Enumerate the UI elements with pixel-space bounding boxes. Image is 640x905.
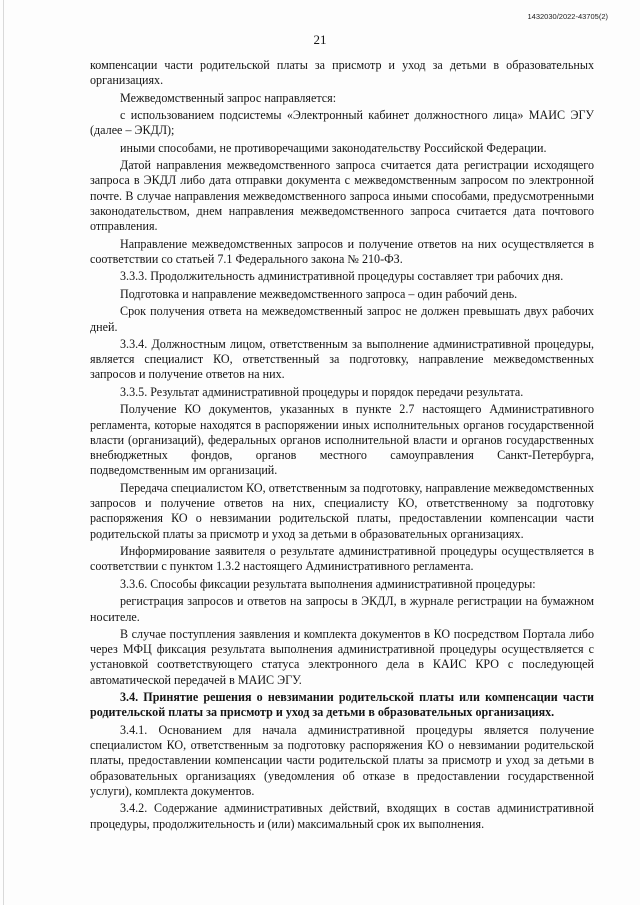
paragraph: Передача специалистом КО, ответственным за подготовку, направление межведомственных запросов и получение ответов на них, специалисту КО, ответственному за подготовку распоряжения КО о невзимании родительской платы, предоставлении компенсации части родительской платы за присмотр и уход за детьми в образовательных организациях. bbox=[90, 480, 594, 541]
scan-edge-line bbox=[3, 0, 4, 905]
paragraph: иными способами, не противоречащими законодательству Российской Федерации. bbox=[120, 140, 547, 155]
paragraph: Направление межведомственных запросов и получение ответов на них осуществляется в соответствии со статьей 7.1 Федерального закона № 210-ФЗ. bbox=[90, 236, 594, 267]
paragraph: Срок получения ответа на межведомственный запрос не должен превышать двух рабочих дней. bbox=[90, 304, 594, 334]
document-id: 1432030/2022-43705(2) bbox=[527, 12, 608, 21]
paragraph: Подготовка и направление межведомственного запроса – один рабочий день. bbox=[120, 286, 518, 301]
paragraph: 3.4.1. Основанием для начала административной процедуры является получение специалистом КО, ответственным за подготовку распоряжения КО о невзимании родительской платы, предоставлении компенсации части родительской платы за присмотр и уход за детьми в образовательных организациях (уведомления об отказе в предоставлении государственной услуги), комплекта документов. bbox=[90, 722, 594, 799]
paragraph: 3.3.6. Способы фиксации результата выполнения административной процедуры: bbox=[120, 576, 536, 591]
paragraph: Информирование заявителя о результате административной процедуры осуществляется в соответствии с пунктом 1.3.2 настоящего Административного регламента. bbox=[90, 544, 594, 574]
section-heading: 3.4. Принятие решения о невзимании родительской платы или компенсации части родительской платы за присмотр и уход за детьми в образовательных организациях. bbox=[90, 690, 594, 720]
paragraph: 3.4.2. Содержание административных действий, входящих в состав административной процедуры, продолжительность и (или) максимальный срок их выполнения. bbox=[90, 801, 594, 831]
paragraph: регистрация запросов и ответов на запросы в ЭКДЛ, в журнале регистрации на бумажном носителе. bbox=[90, 594, 594, 624]
paragraph: 3.3.5. Результат административной процедуры и порядок передачи результата. bbox=[120, 384, 524, 399]
paragraph: Датой направления межведомственного запроса считается дата регистрации исходящего запроса в ЭКДЛ либо дата отправки документа с межведомственным запросом по электронной почте. В случае направления межведомственного запроса иными способами, предусмотренными законодательством, днем направления межведомственного запроса считается дата почтового отправления. bbox=[90, 158, 594, 234]
page-number: 21 bbox=[313, 32, 327, 47]
paragraph: 3.3.4. Должностным лицом, ответственным за выполнение административной процедуры, является специалист КО, ответственный за подготовку, направление межведомственных запросов и получение ответов на них. bbox=[90, 336, 594, 382]
paragraph: с использованием подсистемы «Электронный кабинет должностного лица» МАИС ЭГУ (далее – ЭКДЛ); bbox=[90, 108, 594, 138]
paragraph: Межведомственный запрос направляется: bbox=[120, 90, 337, 105]
paragraph: Получение КО документов, указанных в пункте 2.7 настоящего Административного регламента, которые находятся в распоряжении иных исполнительных органов государственной власти (организаций), федеральных органов исполнительной власти и органов государственных внебюджетных фондов, органов местного самоуправления Санкт-Петербурга, подведомственным им организаций. bbox=[90, 402, 594, 478]
paragraph: компенсации части родительской платы за присмотр и уход за детьми в образовательных организациях. bbox=[90, 58, 594, 88]
document-body bbox=[90, 58, 594, 834]
paragraph: 3.3.3. Продолжительность административной процедуры составляет три рабочих дня. bbox=[120, 269, 564, 284]
paragraph: В случае поступления заявления и комплекта документов в КО посредством Портала либо через МФЦ фиксация результата выполнения административной процедуры осуществляется с установкой соответствующего статуса электронного дела в КАИС КРО с последующей автоматической передачей в МАИС ЭГУ. bbox=[90, 626, 594, 687]
